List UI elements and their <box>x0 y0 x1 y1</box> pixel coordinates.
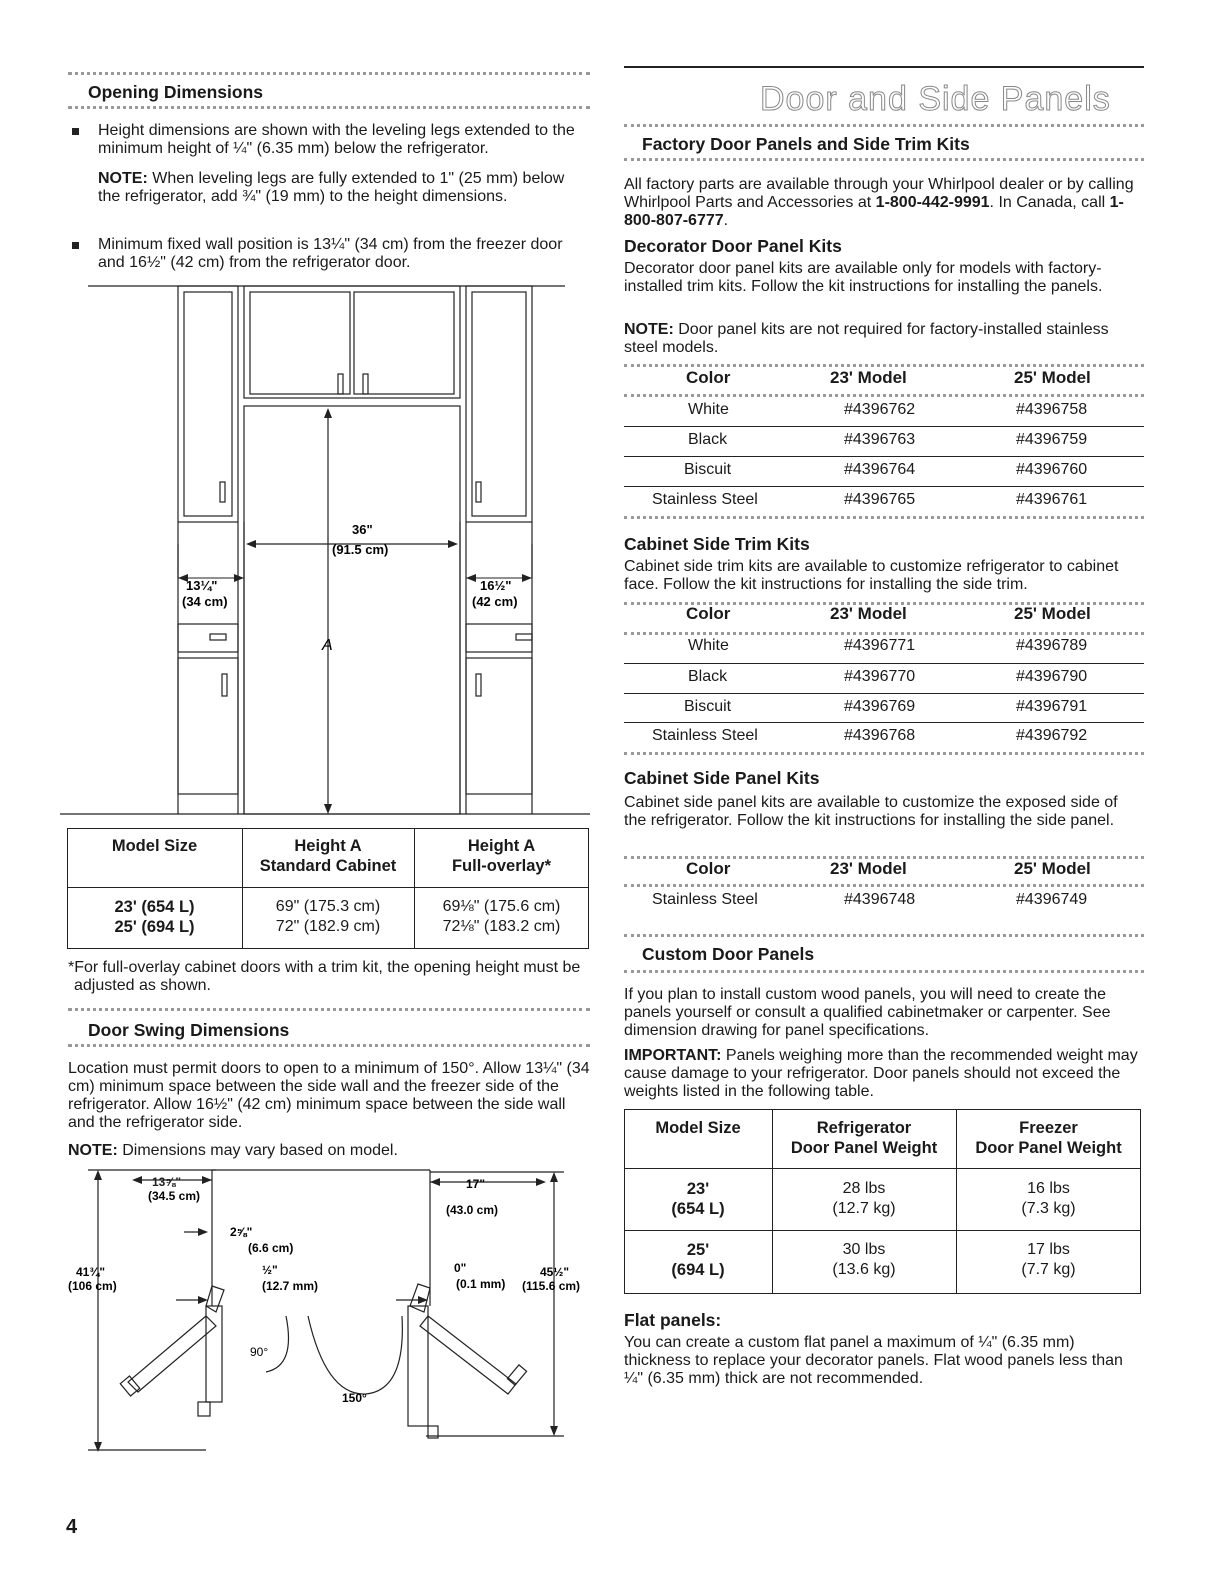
table-row: White #4396771 #4396789 <box>688 637 1088 654</box>
table-row: Biscuit #4396769 #4396791 <box>684 698 1088 715</box>
custom-panels-text: If you plan to install custom wood panels, you will need to create the panels yourself or consult a qualified cabinetmaker or carpenter. See dimension drawing for panel specifications. <box>624 986 1111 1039</box>
table-row: 23' (654 L) <box>671 1180 725 1218</box>
table-row: Stainless Steel #4396748 #4396749 <box>652 891 1088 908</box>
door-swing-heading: Door Swing Dimensions <box>88 1020 290 1040</box>
side-panel-table-header: Color 23' Model 25' Model <box>686 859 1091 878</box>
table-cell: 17 lbs (7.7 kg) <box>1021 1241 1076 1278</box>
table-cell: 16 lbs (7.3 kg) <box>1021 1180 1076 1217</box>
height-table-header-standard: Height A Standard Cabinet <box>259 837 397 875</box>
door-swing-diagram <box>66 1166 596 1458</box>
width-inches-label: 36" <box>352 522 373 537</box>
table-row: Black #4396770 #4396790 <box>688 668 1088 685</box>
bullet-marker <box>72 128 79 135</box>
swing-dim-13-inches: 13⅝" <box>152 1175 182 1189</box>
swing-dim-half-inches: ½" <box>262 1263 278 1277</box>
section-title: Door and Side Panels <box>760 80 1111 118</box>
swing-dim-41-cm: (106 cm) <box>68 1279 117 1293</box>
decorator-kits-note: NOTE: Door panel kits are not required for factory-installed stainless steel models. <box>624 321 1109 356</box>
flat-panels-text: You can create a custom flat panel a maximum of ¼" (6.35 mm) thickness to replace your decorator panels. Flat wood panels less than ¼" (6.35 mm) thick are not recommended. <box>624 1334 1123 1387</box>
weight-table-header-fridge: Refrigerator Door Panel Weight <box>790 1119 938 1157</box>
swing-dim-45-inches: 45½" <box>540 1265 570 1279</box>
swing-angle-150: 150° <box>342 1391 367 1405</box>
factory-panels-text: All factory parts are available through your Whirlpool dealer or by calling Whirlpool Parts and Accessories at 1-800-442-9991. In Canada, call 1-800-807-6777. <box>624 176 1134 229</box>
flat-panels-heading: Flat panels: <box>624 1310 722 1330</box>
swing-angle-90: 90° <box>250 1345 269 1359</box>
swing-dim-half-mm: (12.7 mm) <box>262 1279 319 1293</box>
height-table-standard-values: 69" (175.3 cm) 72" (182.9 cm) <box>275 898 381 935</box>
swing-dim-17-cm: (43.0 cm) <box>446 1203 499 1217</box>
left-clearance-cm: (34 cm) <box>182 594 228 609</box>
table-row: 25' (694 L) <box>671 1241 725 1279</box>
note-leveling-legs: NOTE: When leveling legs are fully extended to 1" (25 mm) below the refrigerator, add ¾" (19 mm) to the height dimensions. <box>98 170 565 205</box>
trim-kits-heading: Cabinet Side Trim Kits <box>624 534 810 554</box>
table-row: Biscuit #4396764 #4396760 <box>684 461 1088 478</box>
trim-kits-text: Cabinet side trim kits are available to customize refrigerator to cabinet face. Follow the kit instructions for installing the side trim. <box>624 558 1119 593</box>
swing-dim-2-cm: (6.6 cm) <box>248 1241 294 1255</box>
weight-table-header-model: Model Size <box>655 1119 741 1137</box>
weight-table-header-freezer: Freezer Door Panel Weight <box>975 1119 1122 1157</box>
swing-dim-17-inches: 17" <box>466 1177 486 1191</box>
right-clearance-inches: 16½" <box>480 578 512 593</box>
door-swing-text: Location must permit doors to open to a minimum of 150°. Allow 13¼" (34 cm) minimum space between the side wall and the freezer side of the refrigerator. Allow 16½" (42 cm) minimum space between the side wall and the refrigerator side. <box>68 1060 590 1131</box>
swing-dim-2-inches: 2⅝" <box>230 1225 253 1239</box>
page-number: 4 <box>66 1516 78 1538</box>
table-row: Stainless Steel #4396768 #4396792 <box>652 727 1088 744</box>
swing-dim-zero-inches: 0" <box>454 1261 467 1275</box>
factory-panels-heading: Factory Door Panels and Side Trim Kits <box>642 134 970 154</box>
bullet-leveling-legs: Height dimensions are shown with the leveling legs extended to the minimum height of ¼" (6.35 mm) below the refrigerator. <box>98 122 575 157</box>
side-panel-kits-heading: Cabinet Side Panel Kits <box>624 768 820 788</box>
height-table-header-overlay: Height A Full-overlay* <box>451 837 552 875</box>
opening-dimensions-heading: Opening Dimensions <box>88 82 264 102</box>
swing-dim-45-cm: (115.6 cm) <box>522 1279 581 1293</box>
custom-panels-important: IMPORTANT: Panels weighing more than the recommended weight may cause damage to your refrigerator. Door panels should not exceed the weights listed in the following table. <box>624 1047 1138 1100</box>
right-clearance-cm: (42 cm) <box>472 594 518 609</box>
swing-dim-41-inches: 41¾" <box>76 1265 106 1279</box>
table-cell: 28 lbs (12.7 kg) <box>832 1180 896 1217</box>
table-row: White #4396762 #4396758 <box>688 401 1088 418</box>
decorator-kits-heading: Decorator Door Panel Kits <box>624 236 842 256</box>
side-panel-kits-text: Cabinet side panel kits are available to customize the exposed side of the refrigerator. Follow the kit instructions for installing the side panel. <box>624 794 1118 829</box>
decorator-table-header: Color 23' Model 25' Model <box>686 368 1091 387</box>
decorator-kits-text: Decorator door panel kits are available only for models with factory-installed trim kits. Follow the kit instructions for installing the panels. <box>624 260 1103 295</box>
bullet-marker <box>72 242 79 249</box>
cabinet-opening-diagram <box>60 282 600 818</box>
table-row: Black #4396763 #4396759 <box>688 431 1088 448</box>
table-cell: 30 lbs (13.6 kg) <box>832 1241 896 1278</box>
trim-table-header: Color 23' Model 25' Model <box>686 604 1091 623</box>
door-swing-note: NOTE: Dimensions may vary based on model. <box>68 1142 398 1159</box>
swing-dim-13-cm: (34.5 cm) <box>148 1189 201 1203</box>
overlay-footnote: *For full-overlay cabinet doors with a trim kit, the opening height must be adjusted as shown. <box>68 959 581 994</box>
swing-dim-zero-mm: (0.1 mm) <box>456 1277 506 1291</box>
left-clearance-inches: 13¼" <box>186 578 218 593</box>
bullet-wall-position: Minimum fixed wall position is 13¼" (34 cm) from the freezer door and 16½" (42 cm) from the refrigerator door. <box>98 236 563 271</box>
width-cm-label: (91.5 cm) <box>332 542 389 557</box>
height-table-overlay-values: 69⅛" (175.6 cm) 72⅛" (183.2 cm) <box>442 898 561 935</box>
height-table-header-model: Model Size <box>111 837 198 855</box>
height-table-sizes: 23' (654 L) 25' (694 L) <box>114 898 195 936</box>
custom-panels-heading: Custom Door Panels <box>642 944 815 964</box>
table-row: Stainless Steel #4396765 #4396761 <box>652 491 1088 508</box>
height-a-label: A <box>322 637 333 654</box>
